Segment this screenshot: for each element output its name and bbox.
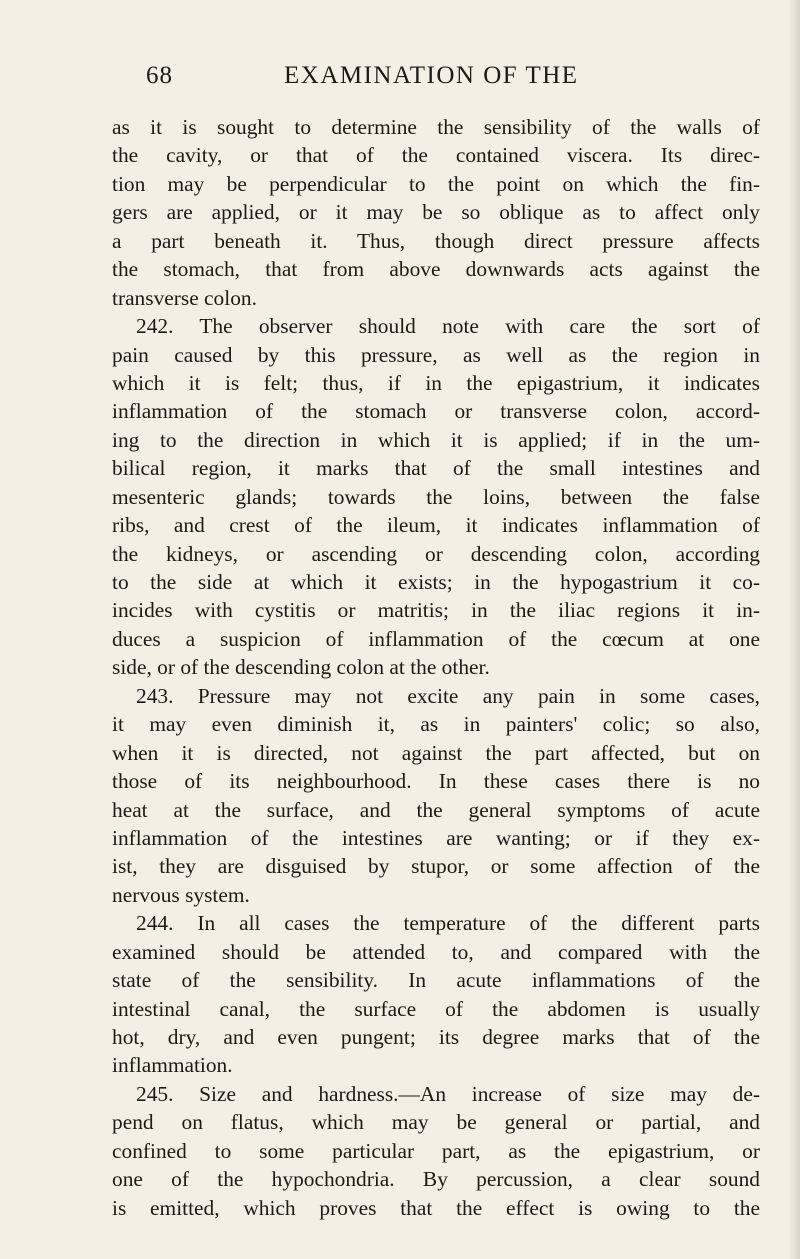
text-line: gers are applied, or it may be so oblique as to affect only <box>112 200 760 225</box>
text-line: to the side at which it exists; in the hypogastrium it co- <box>112 570 760 594</box>
text-line: those of its neighbourhood. In these cases there is no <box>112 769 760 794</box>
text-line: when it is directed, not against the part affected, but on <box>112 740 760 765</box>
text-line: confined to some particular part, as the epigastrium, or <box>112 1138 760 1163</box>
text-line: tion may be perpendicular to the point on which the fin- <box>112 171 760 196</box>
text-line: side, or of the descending colon at the other. <box>112 655 490 680</box>
paragraph-245-start: 245. Size and hardness.—An increase of size may de- <box>136 1081 760 1106</box>
running-title: EXAMINATION OF THE <box>284 62 579 89</box>
page-number: 68 <box>146 62 173 89</box>
text-line: which it is felt; thus, if in the epigastrium, it indicates <box>112 370 760 395</box>
text-line: pend on flatus, which may be general or partial, and <box>112 1110 760 1135</box>
text-line: as it is sought to determine the sensibility of the walls of <box>112 115 760 139</box>
page-header <box>146 62 746 96</box>
text-line: transverse colon. <box>112 285 257 310</box>
text-line: the cavity, or that of the contained viscera. Its direc- <box>112 143 760 168</box>
text-line: inflammation of the intestines are wanting; or if they ex- <box>112 825 760 850</box>
paragraph-244-start: 244. In all cases the temperature of the different parts <box>136 911 760 936</box>
paragraph-242-start: 242. The observer should note with care the sort of <box>136 314 760 339</box>
text-line: bilical region, it marks that of the small intestines and <box>112 456 760 481</box>
text-line: incides with cystitis or matritis; in the iliac regions it in- <box>112 598 760 623</box>
text-line: heat at the surface, and the general symptoms of acute <box>112 797 760 822</box>
page-edge-shadow <box>788 0 800 1259</box>
text-line: the kidneys, or ascending or descending colon, according <box>112 541 760 566</box>
body-text <box>112 113 760 1222</box>
text-line: the stomach, that from above downwards acts against the <box>112 257 760 282</box>
text-line: nervous system. <box>112 882 250 907</box>
text-line: ribs, and crest of the ileum, it indicates inflammation of <box>112 513 760 538</box>
text-line: inflammation of the stomach or transverse colon, accord- <box>112 399 760 424</box>
text-line: pain caused by this pressure, as well as the region in <box>112 342 760 367</box>
text-line: ist, they are disguised by stupor, or some affection of the <box>112 854 760 879</box>
text-line: inflammation. <box>112 1053 233 1078</box>
text-line: it may even diminish it, as in painters' colic; so also, <box>112 712 760 737</box>
text-line: is emitted, which proves that the effect is owing to the <box>112 1195 760 1220</box>
text-line: hot, dry, and even pungent; its degree marks that of the <box>112 1025 760 1049</box>
text-line: one of the hypochondria. By percussion, a clear sound <box>112 1167 760 1192</box>
text-line: a part beneath it. Thus, though direct pressure affects <box>112 228 760 253</box>
text-line: examined should be attended to, and compared with the <box>112 939 760 964</box>
text-line: intestinal canal, the surface of the abdomen is usually <box>112 996 760 1021</box>
text-line: ing to the direction in which it is applied; if in the um- <box>112 427 760 452</box>
text-line: state of the sensibility. In acute inflammations of the <box>112 968 760 993</box>
text-line: mesenteric glands; towards the loins, between the false <box>112 484 760 509</box>
text-line: duces a suspicion of inflammation of the cœcum at one <box>112 626 760 651</box>
paragraph-243-start: 243. Pressure may not excite any pain in some cases, <box>136 683 760 708</box>
